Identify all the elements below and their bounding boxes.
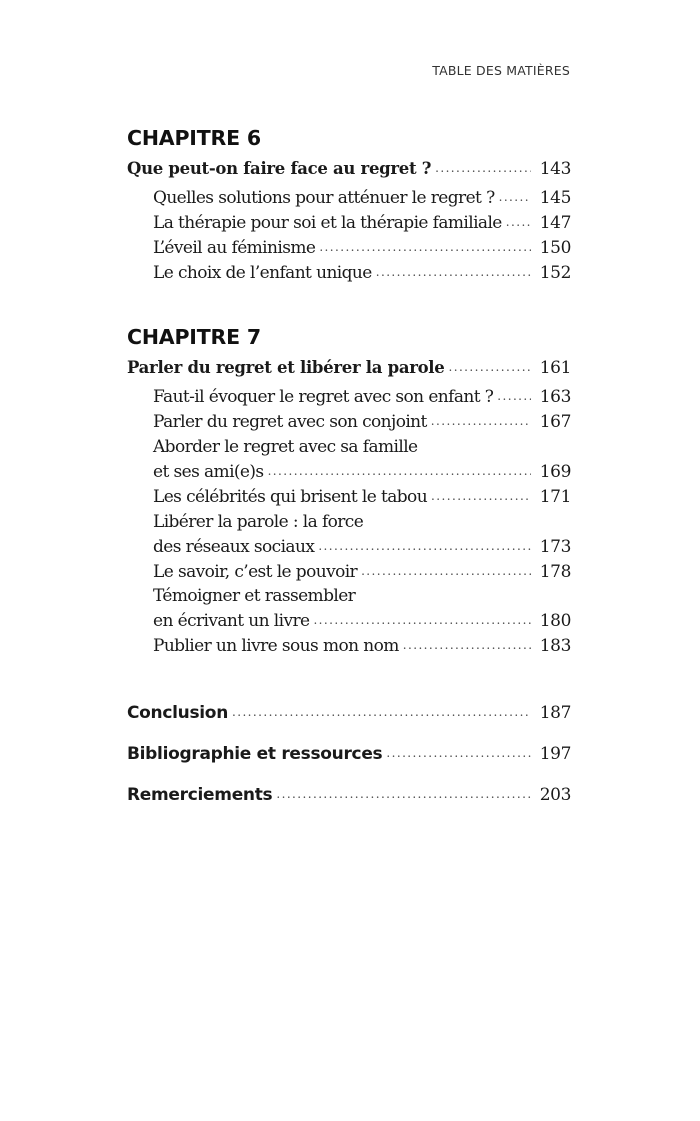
page-number: 203 xyxy=(539,785,571,805)
entry-label: des réseaux sociaux xyxy=(153,537,315,557)
entry-label: Parler du regret et libérer la parole xyxy=(127,358,445,377)
running-head: TABLE DES MATIÈRES xyxy=(432,63,570,78)
dot-leader xyxy=(319,235,531,260)
dot-leader xyxy=(403,633,531,658)
dot-leader xyxy=(448,355,531,380)
page-number: 167 xyxy=(539,412,571,432)
dot-leader xyxy=(431,409,531,434)
page-number: 187 xyxy=(539,703,571,723)
page-number: 147 xyxy=(539,213,571,233)
dot-leader xyxy=(361,559,531,584)
chapter-6-title-entry[interactable] xyxy=(127,156,571,181)
entry-label: Quelles solutions pour atténuer le regret ? xyxy=(153,188,495,208)
page-number: 171 xyxy=(539,487,571,507)
toc-entry[interactable] xyxy=(153,609,571,634)
toc-entry[interactable] xyxy=(153,535,571,560)
conclusion-entry[interactable] xyxy=(127,701,571,726)
dot-leader xyxy=(313,608,531,633)
entry-label: en écrivant un livre xyxy=(153,611,310,631)
page-number: 197 xyxy=(539,744,571,764)
dot-leader xyxy=(506,210,531,235)
entry-label: et ses ami(e)s xyxy=(153,462,264,482)
toc-entry-first-line[interactable]: Aborder le regret avec sa famille xyxy=(153,437,418,457)
dot-leader xyxy=(431,484,531,509)
dot-leader xyxy=(386,741,531,766)
chapter-7-heading: CHAPITRE 7 xyxy=(127,325,261,349)
toc-entry[interactable] xyxy=(153,385,571,410)
toc-entry[interactable] xyxy=(153,261,571,286)
dot-leader xyxy=(435,156,531,181)
dot-leader xyxy=(497,384,531,409)
toc-entry-first-line[interactable]: Témoigner et rassembler xyxy=(153,586,356,606)
page-number: 178 xyxy=(539,562,571,582)
toc-entry[interactable] xyxy=(153,236,571,261)
entry-label: La thérapie pour soi et la thérapie familiale xyxy=(153,213,502,233)
chapter-7-title-entry[interactable] xyxy=(127,355,571,380)
acknowledgements-entry[interactable] xyxy=(127,783,571,808)
toc-entry[interactable] xyxy=(153,410,571,435)
dot-leader xyxy=(376,260,531,285)
entry-label: Conclusion xyxy=(127,703,228,723)
bibliography-entry[interactable] xyxy=(127,742,571,767)
page-number: 169 xyxy=(539,462,571,482)
page-number: 180 xyxy=(539,611,571,631)
entry-label: Le choix de l’enfant unique xyxy=(153,263,372,283)
page-number: 161 xyxy=(539,358,571,378)
entry-label: Parler du regret avec son conjoint xyxy=(153,412,427,432)
page-number: 145 xyxy=(539,188,571,208)
entry-label: Publier un livre sous mon nom xyxy=(153,636,399,656)
entry-label: Faut-il évoquer le regret avec son enfant ? xyxy=(153,387,494,407)
toc-entry[interactable] xyxy=(153,560,571,585)
entry-label: Que peut-on faire face au regret ? xyxy=(127,159,432,178)
toc-entry[interactable] xyxy=(153,485,571,510)
chapter-6-heading: CHAPITRE 6 xyxy=(127,126,261,150)
page-number: 152 xyxy=(539,263,571,283)
toc-entry[interactable] xyxy=(153,211,571,236)
toc-entry[interactable] xyxy=(153,186,571,211)
dot-leader xyxy=(232,700,531,725)
dot-leader xyxy=(268,459,531,484)
entry-label: Remerciements xyxy=(127,785,273,805)
dot-leader xyxy=(499,185,531,210)
dot-leader xyxy=(276,782,531,807)
page-number: 150 xyxy=(539,238,571,258)
entry-label: Les célébrités qui brisent le tabou xyxy=(153,487,428,507)
toc-entry[interactable] xyxy=(153,460,571,485)
page-number: 143 xyxy=(539,159,571,179)
page-number: 173 xyxy=(539,537,571,557)
page-number: 163 xyxy=(539,387,571,407)
dot-leader xyxy=(318,534,531,559)
toc-entry[interactable] xyxy=(153,634,571,659)
entry-label: Bibliographie et ressources xyxy=(127,744,383,764)
entry-label: L’éveil au féminisme xyxy=(153,238,316,258)
entry-label: Le savoir, c’est le pouvoir xyxy=(153,562,358,582)
toc-entry-first-line[interactable]: Libérer la parole : la force xyxy=(153,512,364,532)
page-number: 183 xyxy=(539,636,571,656)
